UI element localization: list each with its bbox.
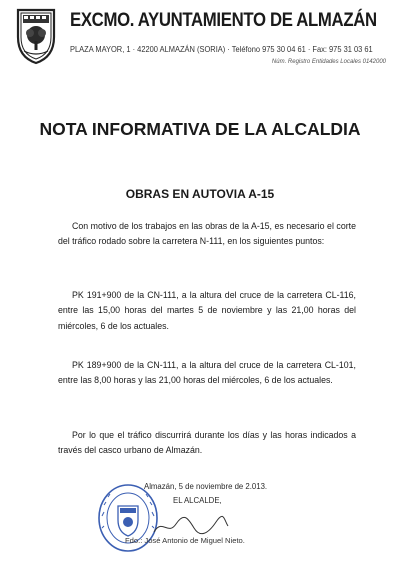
- signature-date: Almazán, 5 de noviembre de 2.013.: [144, 482, 268, 491]
- paragraph-intro: Con motivo de los trabajos en las obras de la A-15, es necesario el corte del tráfico rodado sobre la carretera N-111, en los siguientes puntos:: [58, 221, 356, 247]
- letterhead-name: EXCMO. AYUNTAMIENTO DE ALMAZÁN: [70, 9, 377, 31]
- page-subtitle: OBRAS EN AUTOVIA A-15: [125, 187, 275, 201]
- signed-by: Fdo.: José Antonio de Miguel Nieto.: [125, 536, 245, 545]
- paragraph-closing: Por lo que el tráfico discurrirá durante los días y las horas indicados a través del casco urbano de Almazán.: [58, 430, 356, 456]
- signer-title: EL ALCALDE,: [173, 496, 222, 505]
- paragraph-point-1: PK 191+900 de la CN-111, a la altura del cruce de la carretera CL-116, entre las 15,00 horas del martes 5 de noviembre y las 21,00 horas del miércoles, 6 de los actuales.: [58, 290, 356, 331]
- letterhead-registry: Núm. Registro Entidades Locales 0142000: [271, 59, 386, 65]
- paragraph-point-2: PK 189+900 de la CN-111, a la altura del cruce de la carretera CL-101, entre las 8,00 horas y las 21,00 horas del miércoles, 6 de los actuales.: [58, 360, 356, 386]
- municipal-coat-of-arms-icon: [12, 7, 60, 65]
- handwritten-signature: [150, 514, 230, 538]
- letterhead-address: PLAZA MAYOR, 1 · 42200 ALMAZÁN (SORIA) · Teléfono 975 30 04 61 · Fax: 975 31 03 61: [70, 44, 373, 54]
- page-title: NOTA INFORMATIVA DE LA ALCALDIA: [39, 119, 361, 139]
